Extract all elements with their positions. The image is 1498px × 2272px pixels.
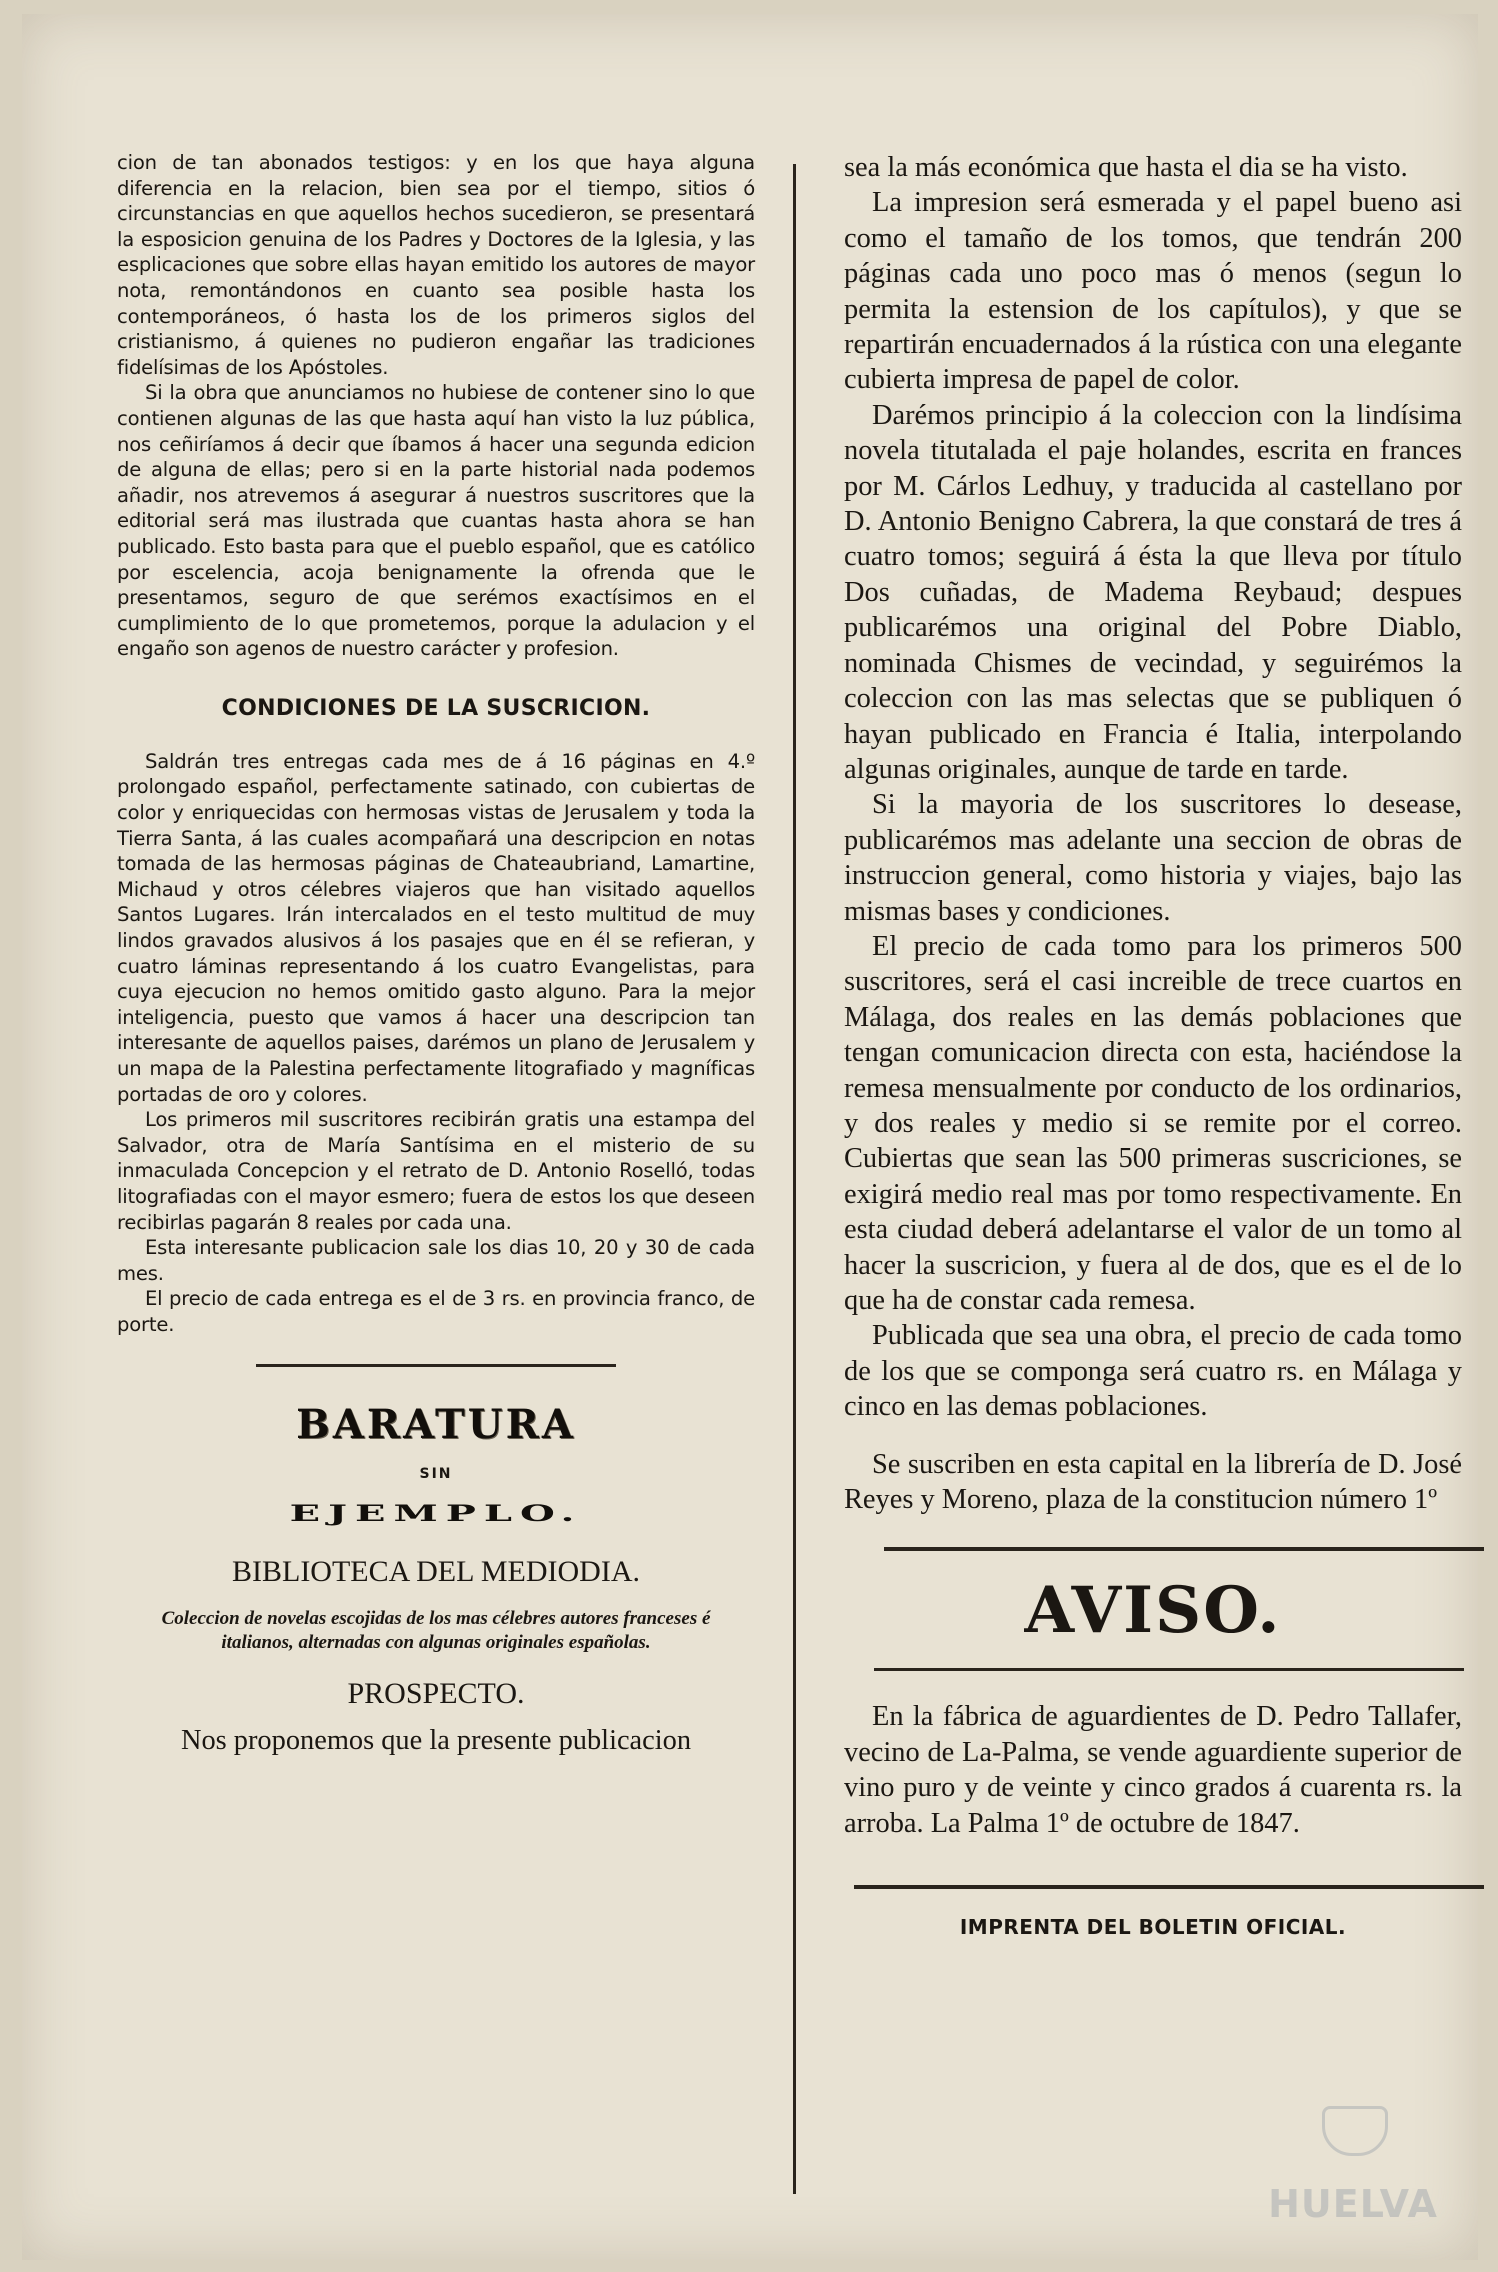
footer-rule (854, 1885, 1484, 1889)
left-column (117, 150, 755, 1758)
conditions-list (117, 749, 755, 1338)
library-continuation (844, 150, 1462, 1517)
paragraph: Darémos principio á la coleccion con la lindísima novela titutalada el paje holandes, escrita en frances por M. Cárlos Ledhuy, y traducida al castellano por D. Antonio Benigno Cabrera, la que constará de tres á cuatro tomos; seguirá á ésta la que lleva por título Dos cuñadas, de Madema Reybaud; despues publicarémos una original del Pobre Diablo, nominada Chismes de vecindad, y seguirémos la coleccion con las mas selectas que se publiquen ó hayan publicado en Francia é Italia, interpolando algunas originales, aunque de tarde en tarde. (844, 399, 1462, 785)
paragraph: El precio de cada tomo para los primeros 500 suscritores, será el casi increible de trece cuartos en Málaga, dos reales en las demás poblaciones que tengan comunicacion directa con esta, haciéndose la remesa mensualmente por conducto de los ordinarios, y dos reales y medio si se remite por el correo. Cubiertas que sean las 500 primeras suscriciones, se exigirá medio real mas por tomo respectivamente. En esta ciudad deberá adelantarse el valor de un tomo al hacer la suscricion, y fuera al de dos, que es el de lo que ha de constar cada remesa. (844, 930, 1462, 1316)
newspaper-page (22, 14, 1478, 2260)
library-title: BIBLIOTECA DEL MEDIODIA. (231, 1554, 640, 1588)
notice-rule-top (884, 1547, 1484, 1551)
ad-title-baratura: BARATURA (296, 1400, 576, 1448)
condition-paragraph: Esta interesante publicacion sale los dias 10, 20 y 30 de cada mes. (117, 1236, 755, 1285)
condition-paragraph: Los primeros mil suscritores recibirán gratis una estampa del Salvador, otra de María Santísima en el misterio de su inmaculada Concepcion y el retrato de D. Antonio Roselló, todas litografiadas con el mayor esmero; fuera de estos los que deseen recibirlas pagarán 8 reales por cada una. (117, 1108, 755, 1234)
prospectus-text (117, 150, 755, 662)
crest-icon (1322, 2106, 1388, 2156)
ad-title-ejemplo: EJEMPLO. (289, 1500, 583, 1526)
section-rule (256, 1364, 616, 1367)
printer-imprint: IMPRENTA DEL BOLETIN OFICIAL. (959, 1915, 1347, 1940)
archive-watermark (1268, 2106, 1438, 2226)
paragraph: La impresion será esmerada y el papel bueno asi como el tamaño de los tomos, que tendrán 200 páginas cada uno poco mas ó menos (segun lo permita la estension de los capítulos), y que se repartirán encuadernados á la rústica con una elegante cubierta impresa de papel de color. (844, 187, 1462, 396)
condition-paragraph: Saldrán tres entregas cada mes de á 16 páginas en 4.º prolongado español, perfectamente satinado, con cubiertas de color y enriquecidas con hermosas vistas de Jerusalem y toda la Tierra Santa, á las cuales acompañará una descripcion en notas tomada de las hermosas páginas de Chateaubriand, Lamartine, Michaud y otros célebres viajeros que han visitado aquellos Santos Lugares. Irán intercalados en el testo multitud de muy lindos gravados alusivos á los pasajes que en él se refieran, y cuatro láminas representando á los cuatro Evangelistas, para cuya ejecucion no hemos omitido gasto alguno. Para la mejor inteligencia, puesto que vamos á hacer una descripcion tan interesante de aquellos paises, darémos un plano de Jerusalem y un mapa de la Palestina perfectamente litografiado y magníficas portadas de oro y colores. (117, 749, 755, 1106)
ad-sin: SIN (419, 1465, 453, 1482)
notice-rule-bottom (874, 1668, 1464, 1671)
notice-body (844, 1699, 1462, 1841)
prospectus-heading: PROSPECTO. (347, 1676, 525, 1710)
subscription-info: Se suscriben en esta capital en la librería de D. José Reyes y Moreno, plaza de la constitucion número 1º (844, 1448, 1462, 1516)
notice-title: AVISO. (1024, 1573, 1282, 1649)
notice-text: En la fábrica de aguardientes de D. Pedro Tallafer, vecino de La-Palma, se vende aguardiente superior de vino puro y de veinte y cinco grados á cuarenta rs. la arroba. La Palma 1º de octubre de 1847. (844, 1701, 1462, 1839)
paragraph: Si la obra que anunciamos no hubiese de contener sino lo que contienen algunas de las que hasta aquí han visto la luz pública, nos ceñiríamos á decir que íbamos á hacer una segunda edicion de alguna de ellas; pero si en la parte historial nada podemos añadir, nos atrevemos á asegurar á nuestros suscritores que la editorial será mas ilustrada que cuantas hasta ahora se han publicado. Esto basta para que el pueblo español, que es católico por escelencia, acoja benignamente la ofrenda que le presentamos, seguro de que serémos exactísimos en el cumplimiento de lo que prometemos, porque la adulacion y el engaño son agenos de nuestro carácter y profesion. (117, 381, 755, 661)
paragraph: Publicada que sea una obra, el precio de cada tomo de los que se componga será cuatro rs. en Málaga y cinco en las demas poblaciones. (844, 1320, 1462, 1423)
paragraph: Si la mayoria de los suscritores lo desease, publicarémos mas adelante una seccion de obras de instruccion general, como historia y viajes, bajo las mismas bases y condiciones. (844, 789, 1462, 927)
paragraph: cion de tan abonados testigos: y en los que haya alguna diferencia en la relacion, bien sea por el tiempo, sitios ó circunstancias en que aquellos hechos sucedieron, se presentará la esposicion genuina de los Padres y Doctores de la Iglesia, y las esplicaciones que sobre ellas hayan emitido los autores de mayor nota, remontándonos en cuanto sea posible hasta los contemporáneos, ó hasta los de los primeros siglos del cristianismo, á quienes no pudieron engañar las tradiciones fidelísimas de los Apóstoles. (117, 151, 755, 379)
paragraph: sea la más económica que hasta el dia se ha visto. (844, 152, 1408, 183)
column-divider (793, 164, 796, 2194)
watermark-text: HUELVA (1268, 2182, 1438, 2226)
collection-description: Coleccion de novelas escojidas de los mas célebres autores franceses é italianos, alternadas con algunas originales españolas. (161, 1607, 711, 1653)
prospectus-intro: Nos proponemos que la presente publicacion (180, 1724, 692, 1756)
conditions-heading: CONDICIONES DE LA SUSCRICION. (221, 695, 651, 721)
condition-paragraph: El precio de cada entrega es el de 3 rs. en provincia franco, de porte. (117, 1287, 755, 1336)
right-column (844, 150, 1462, 1939)
